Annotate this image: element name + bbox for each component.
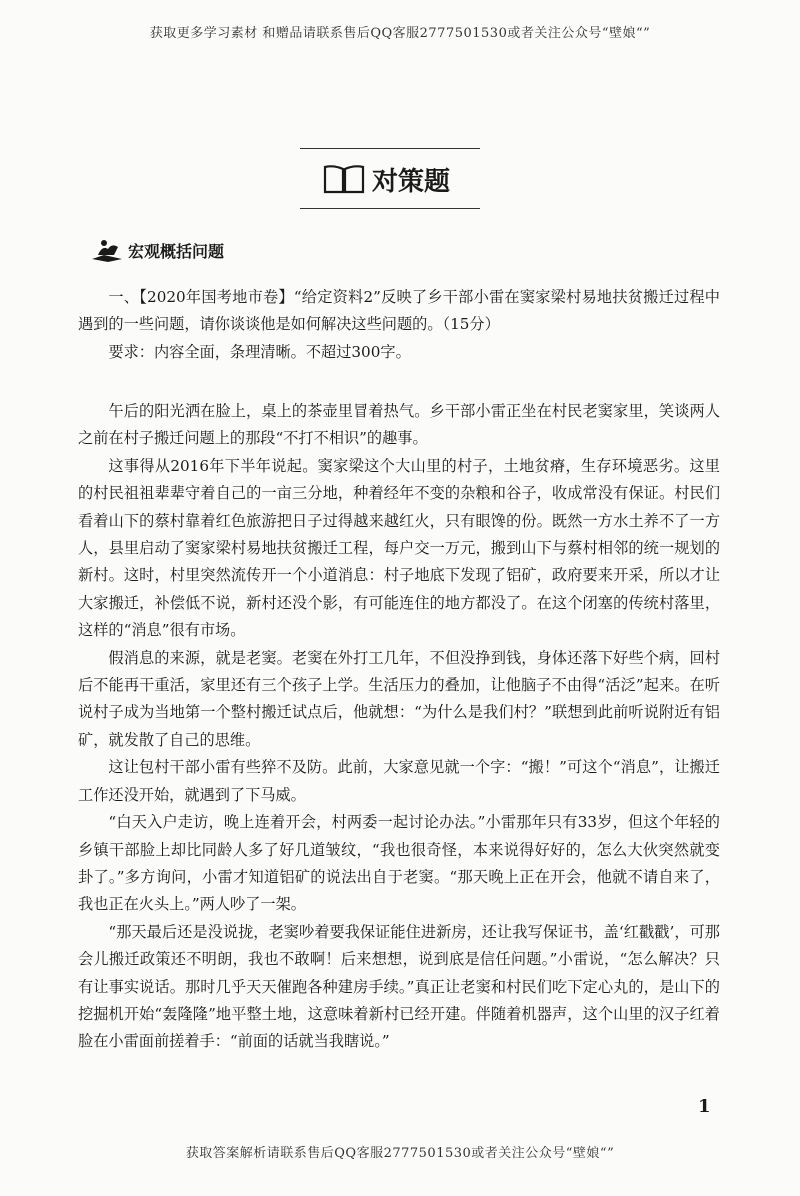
section-heading-text: 宏观概括问题 [128,241,225,261]
header-note: 获取更多学习素材 和赠品请联系售后QQ客服2777501530或者关注公众号“壁娘“” [149,26,651,41]
article-paragraph: 这让包村干部小雷有些猝不及防。此前，大家意见就一个字：“搬！”可这个“消息”，让搬迁工作还没开始，就遇到了下马威。 [78,758,720,804]
page-number: 1 [698,1096,711,1117]
article-paragraph: 假消息的来源，就是老窦。老窦在外打工几年，不但没挣到钱，身体还落下好些个病，回村后不能再干重活，家里还有三个孩子上学。生活压力的叠加，让他脑子不由得“活泛”起来。在听说村子成为当地第一个整村搬迁试点后，他就想：“为什么是我们村？”联想到此前听说附近有铝矿，就发散了自己的思维。 [78,648,720,749]
title-rule-bottom [300,208,480,209]
title-rule-top [300,148,480,149]
title-block [300,148,480,210]
section-heading [90,236,224,264]
article [78,398,720,1056]
footer-note: 获取答案解析请联系售后QQ客服2777501530或者关注公众号“壁娘“” [185,1146,615,1161]
article-paragraph: 午后的阳光洒在脸上，桌上的茶壶里冒着热气。乡干部小雷正坐在村民老窦家里，笑谈两人之前在村子搬迁问题上的那段“不打不相识”的趣事。 [78,402,720,448]
article-paragraph: 这事得从2016年下半年说起。窦家梁这个大山里的村子，土地贫瘠，生存环境恶劣。这里的村民祖祖辈辈守着自己的一亩三分地，种着经年不变的杂粮和谷子，收成常没有保证。村民们看着山下的蔡村靠着红色旅游把日子过得越来越红火，只有眼馋的份。既然一方水土养不了一方人，县里启动了窦家梁村易地扶贫搬迁工程，每户交一万元，搬到山下与蔡村相邻的统一规划的新村。这时，村里突然流传开一个小道消息：村子地底下发现了铝矿，政府要来开采，所以才让大家搬迁，补偿低不说，新村还没个影，有可能连住的地方都没了。在这个闭塞的传统村落里，这样的“消息”很有市场。 [78,456,720,640]
article-paragraph: “那天最后还是没说拢，老窦吵着要我保证能住进新房，还让我写保证书，盖‘红戳戳’，可那会儿搬迁政策还不明朗，我也不敢啊！后来想想，说到底是信任问题。”小雷说，“怎么解决？只有让事实说话。那时几乎天天催跑各种建房手续。”真正让老窦和村民们吃下定心丸的，是山下的挖掘机开始“轰隆隆”地平整土地，这意味着新村已经开建。伴随着机器声，这个山里的汉子红着脸在小雷面前搓着手：“前面的话就当我瞎说。” [78,922,720,1051]
reading-figure-icon [90,237,124,263]
open-book-icon [322,163,366,195]
question-requirement: 要求：内容全面，条理清晰。不超过300字。 [108,342,411,361]
title-row [322,162,450,196]
question-prompt: 一、【2020年国考地市卷】“给定资料2”反映了乡干部小雷在窦家梁村易地扶贫搬迁过程中遇到的一些问题，请你谈谈他是如何解决这些问题的。（15分） [78,288,720,334]
question-block [78,284,720,366]
page-title: 对策题 [372,166,451,197]
article-paragraph: “白天入户走访，晚上连着开会，村两委一起讨论办法。”小雷那年只有33岁，但这个年轻的乡镇干部脸上却比同龄人多了好几道皱纹，“我也很奇怪，本来说得好好的，怎么大伙突然就变卦了。”多方询问，小雷才知道铝矿的说法出自于老窦。“那天晚上正在开会，他就不请自来了，我也正在火头上。”两人吵了一架。 [78,813,720,914]
